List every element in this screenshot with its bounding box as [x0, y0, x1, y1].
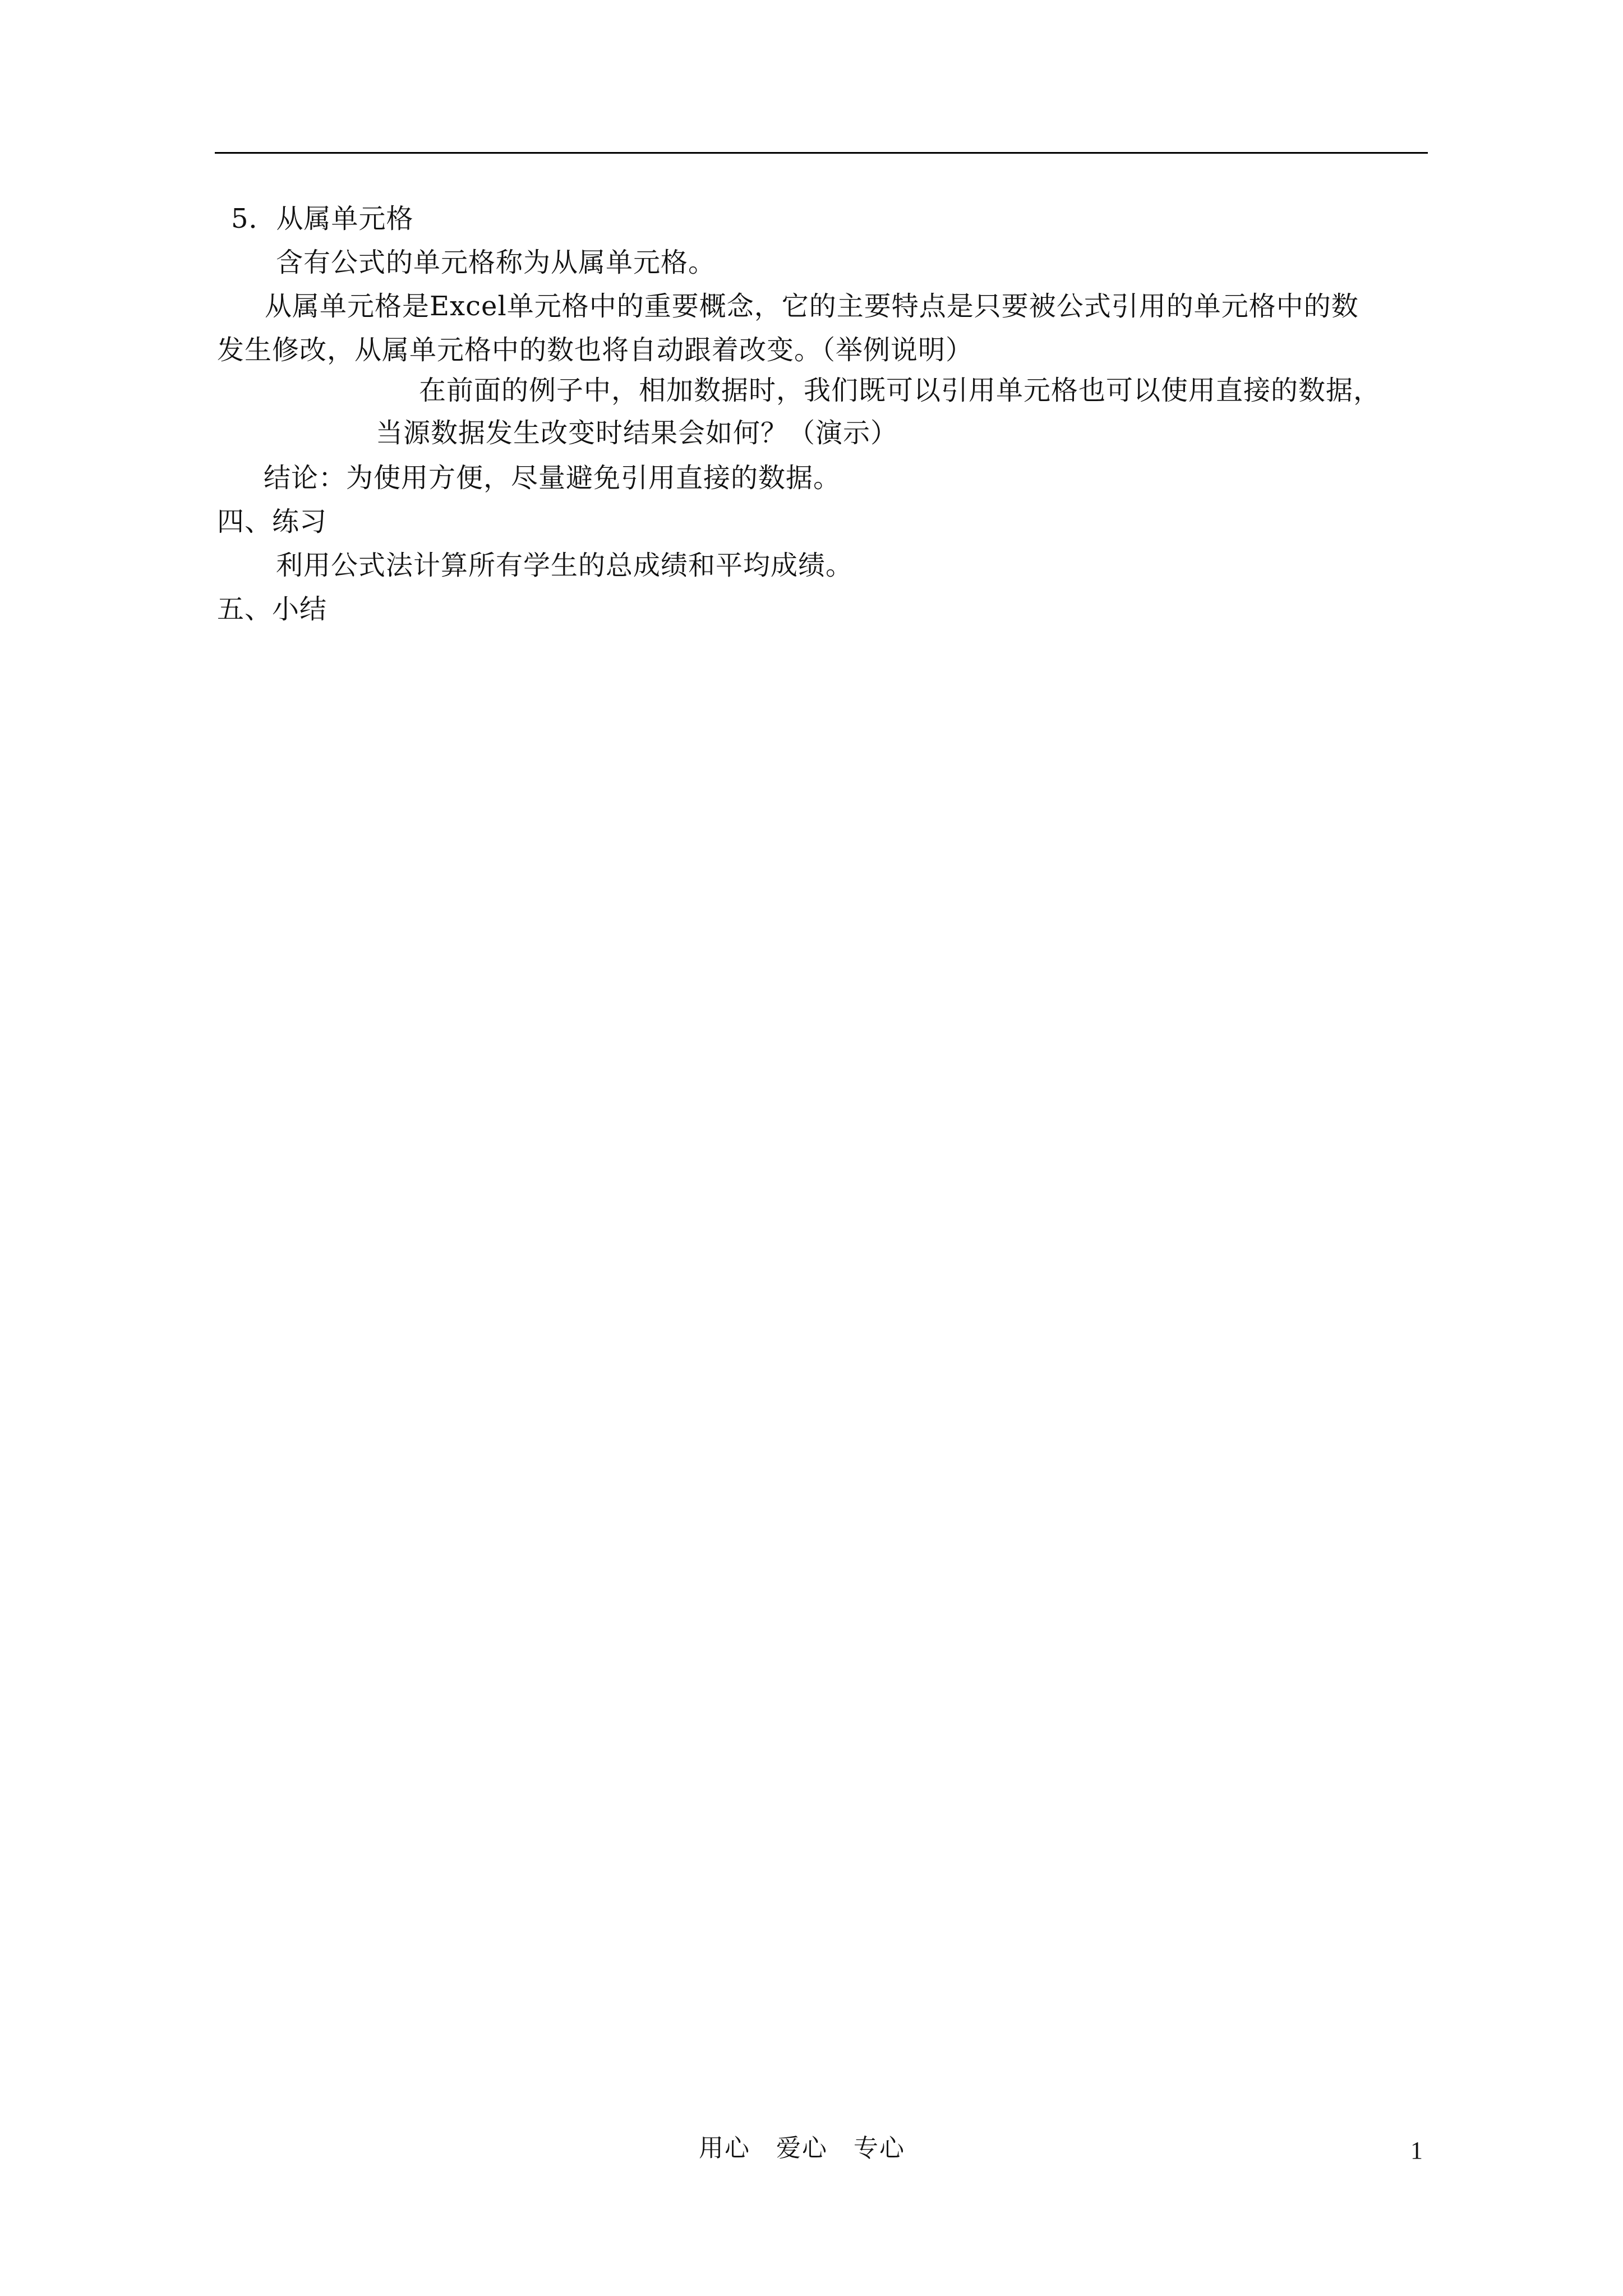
section-heading-exercise: 四、练习 [217, 506, 328, 537]
exercise-paragraph: 利用公式法计算所有学生的总成绩和平均成绩。 [276, 550, 854, 581]
section-heading-summary: 五、小结 [217, 593, 328, 625]
conclusion-paragraph: 结论：为使用方便，尽量避免引用直接的数据。 [264, 462, 841, 494]
page-number: 1 [1410, 2137, 1423, 2164]
footer-motto: 用心 爱心 专心 [699, 2134, 905, 2162]
definition-paragraph: 含有公式的单元格称为从属单元格。 [276, 247, 716, 278]
concept-paragraph-line-1: 从属单元格是Excel单元格中的重要概念，它的主要特点是只要被公式引用的单元格中的数 [265, 291, 1359, 322]
example-paragraph-line-2: 当源数据发生改变时结果会如何？（演示） [376, 417, 898, 449]
section-heading-dependent-cells: 5．从属单元格 [231, 203, 414, 234]
header-rule [215, 152, 1428, 154]
example-paragraph-line-1: 在前面的例子中，相加数据时，我们既可以引用单元格也可以使用直接的数据， [419, 375, 1381, 406]
concept-paragraph-line-2: 发生修改，从属单元格中的数也将自动跟着改变。（举例说明） [217, 334, 974, 366]
